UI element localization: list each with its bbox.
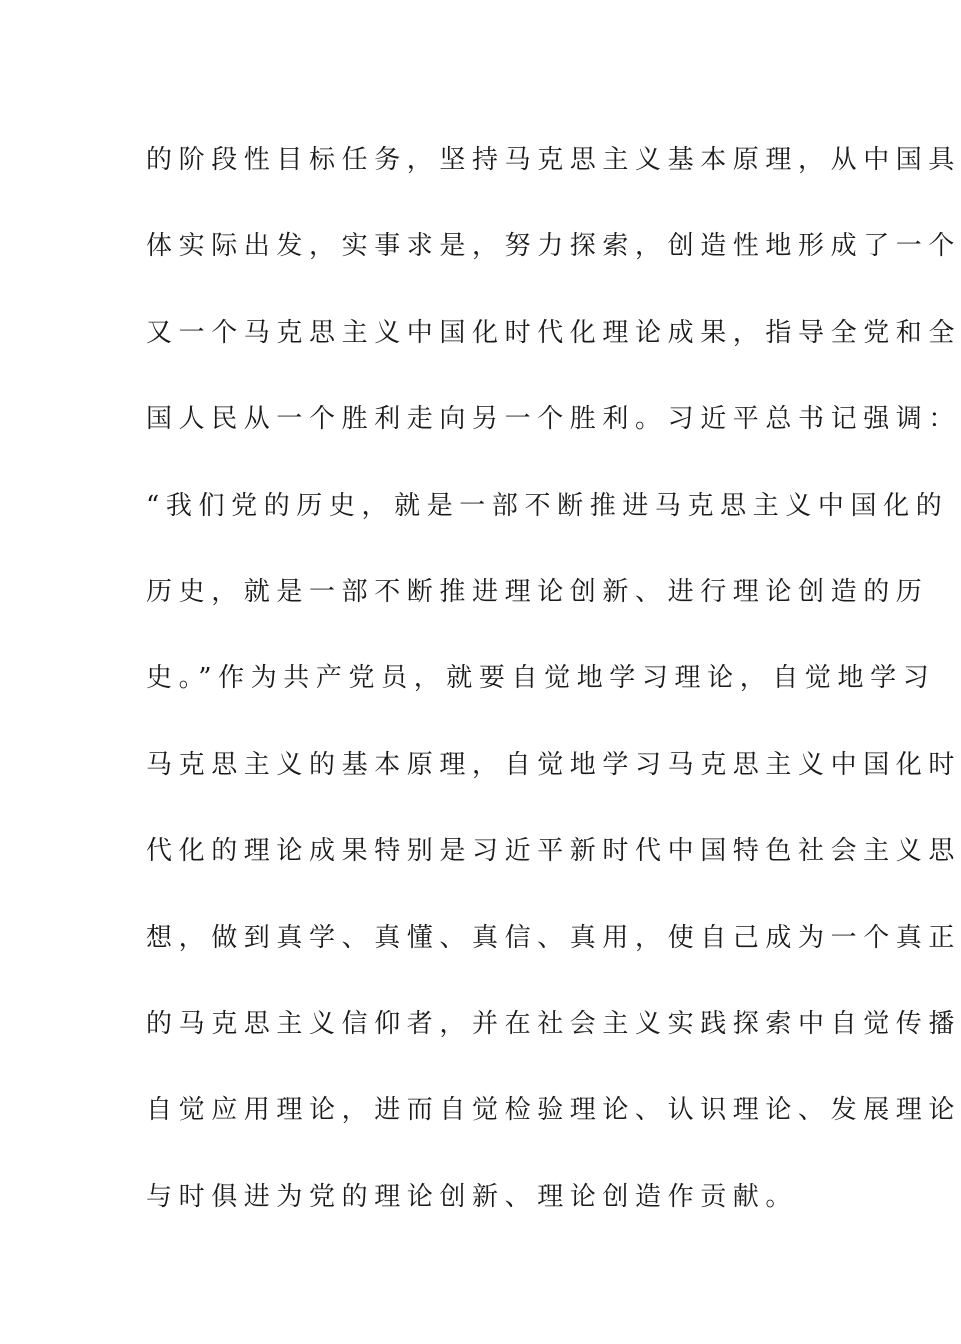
text-line: 体实际出发，实事求是，努力探索，创造性地形成了一个 (146, 231, 961, 262)
text-line: “我们党的历史，就是一部不断推进马克思主义中国化的 (146, 490, 949, 521)
text-line: 的阶段性目标任务，坚持马克思主义基本原理，从中国具 (146, 145, 961, 175)
text-line: 又一个马克思主义中国化时代化理论成果，指导全党和全 (146, 317, 961, 348)
text-line: 自觉应用理论，进而自觉检验理论、认识理论、发展理论 (146, 1095, 961, 1126)
text-line: 史。”作为共产党员，就要自觉地学习理论，自觉地学习 (146, 663, 936, 694)
text-line: 马克思主义的基本原理，自觉地学习马克思主义中国化时 (146, 749, 961, 780)
text-line: 代化的理论成果特别是习近平新时代中国特色社会主义思 (146, 836, 961, 867)
text-line: 国人民从一个胜利走向另一个胜利。习近平总书记强调： (146, 404, 961, 435)
body-paragraph (146, 140, 961, 1263)
text-line: 历史，就是一部不断推进理论创新、进行理论创造的历 (146, 576, 929, 607)
text-line: 的马克思主义信仰者，并在社会主义实践探索中自觉传播 (146, 1008, 961, 1039)
text-line: 想，做到真学、真懂、真信、真用，使自己成为一个真正 (146, 922, 961, 953)
text-line: 与时俱进为党的理论创新、理论创造作贡献。 (146, 1181, 799, 1212)
